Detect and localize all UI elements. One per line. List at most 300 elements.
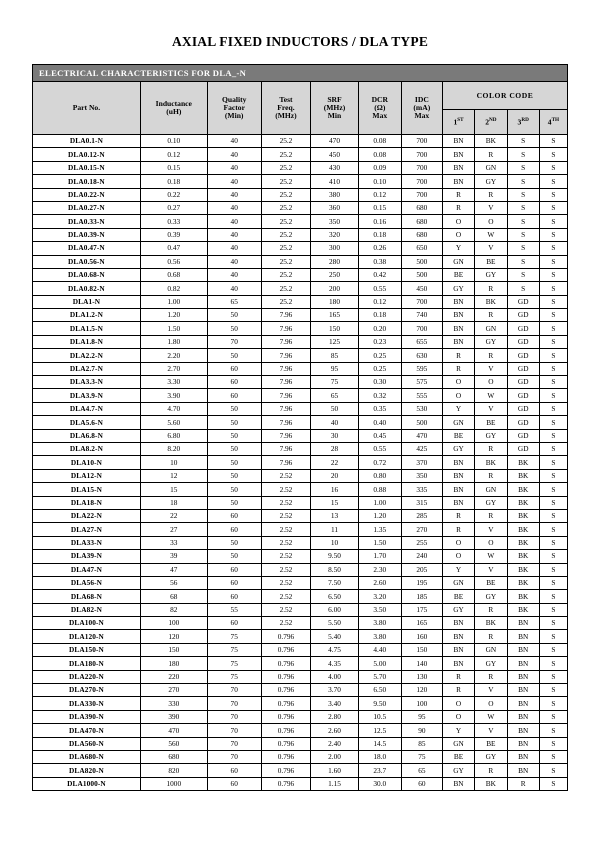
cell-cc-1st: O [442,376,474,389]
cell-idc: 700 [401,322,442,335]
col-header-srf: SRF (MHz) Min [311,82,358,135]
cell-dcr: 0.12 [358,188,401,201]
cell-cc-3rd: BK [507,509,539,522]
cell-test-freq: 7.96 [261,322,311,335]
cell-cc-1st: GY [442,442,474,455]
cell-cc-4th: S [539,710,567,723]
cell-quality-factor: 70 [207,724,261,737]
page-title: AXIAL FIXED INDUCTORS / DLA TYPE [171,34,429,49]
cell-test-freq: 0.796 [261,710,311,723]
cell-cc-2nd: GY [475,429,507,442]
cell-cc-1st: BN [442,309,474,322]
col-header-part-no: Part No. [33,82,141,135]
cell-cc-3rd: GD [507,322,539,335]
cell-cc-1st: R [442,670,474,683]
cell-cc-3rd: GD [507,389,539,402]
cell-test-freq: 25.2 [261,188,311,201]
cell-srf: 3.40 [311,697,358,710]
cell-inductance: 18 [140,496,207,509]
cell-part-no: DLA82-N [33,603,141,616]
cell-quality-factor: 50 [207,349,261,362]
cell-quality-factor: 75 [207,657,261,670]
cell-test-freq: 7.96 [261,362,311,375]
cell-test-freq: 25.2 [261,201,311,214]
cell-cc-1st: BN [442,469,474,482]
table-row [33,148,568,161]
cell-quality-factor: 50 [207,483,261,496]
col-header-dcr: DCR (Ω) Max [358,82,401,135]
cell-cc-3rd: S [507,201,539,214]
table-body [33,135,568,791]
cell-cc-3rd: S [507,242,539,255]
cell-idc: 60 [401,777,442,790]
cell-idc: 500 [401,416,442,429]
cell-srf: 8.50 [311,563,358,576]
cell-part-no: DLA47-N [33,563,141,576]
cell-cc-1st: R [442,523,474,536]
cell-quality-factor: 50 [207,550,261,563]
cell-cc-3rd: BN [507,724,539,737]
cell-cc-4th: S [539,376,567,389]
cell-inductance: 10 [140,456,207,469]
cell-cc-1st: BN [442,483,474,496]
cell-part-no: DLA0.15-N [33,161,141,174]
cell-quality-factor: 60 [207,523,261,536]
cell-cc-2nd: O [475,697,507,710]
cell-cc-1st: BN [442,496,474,509]
cell-cc-1st: R [442,201,474,214]
cell-dcr: 0.38 [358,255,401,268]
cell-test-freq: 7.96 [261,416,311,429]
cell-srf: 50 [311,402,358,415]
cell-idc: 140 [401,657,442,670]
cell-cc-4th: S [539,643,567,656]
cell-srf: 2.00 [311,750,358,763]
cell-cc-2nd: GY [475,590,507,603]
cell-idc: 700 [401,135,442,148]
electrical-characteristics-table [32,81,568,791]
cell-part-no: DLA2.2-N [33,349,141,362]
cell-test-freq: 2.52 [261,469,311,482]
cell-cc-3rd: R [507,777,539,790]
cell-cc-4th: S [539,536,567,549]
cell-quality-factor: 50 [207,322,261,335]
cell-cc-1st: BN [442,335,474,348]
cell-cc-4th: S [539,416,567,429]
cell-inductance: 1.50 [140,322,207,335]
cell-srf: 380 [311,188,358,201]
cell-dcr: 0.18 [358,228,401,241]
cell-dcr: 6.50 [358,684,401,697]
table-row [33,630,568,643]
cell-part-no: DLA390-N [33,710,141,723]
cell-cc-1st: GY [442,764,474,777]
cell-cc-2nd: R [475,442,507,455]
cell-dcr: 0.55 [358,282,401,295]
table-row [33,737,568,750]
cell-srf: 125 [311,335,358,348]
cell-test-freq: 2.52 [261,536,311,549]
cell-inductance: 680 [140,750,207,763]
cell-srf: 5.50 [311,617,358,630]
cell-cc-3rd: S [507,175,539,188]
cell-dcr: 1.20 [358,509,401,522]
cell-idc: 425 [401,442,442,455]
cell-cc-4th: S [539,242,567,255]
cell-cc-4th: S [539,335,567,348]
cell-srf: 430 [311,161,358,174]
cell-cc-2nd: GY [475,175,507,188]
cell-cc-4th: S [539,389,567,402]
cell-srf: 2.40 [311,737,358,750]
cell-idc: 160 [401,630,442,643]
cell-quality-factor: 50 [207,429,261,442]
cell-srf: 165 [311,309,358,322]
cell-quality-factor: 40 [207,268,261,281]
cell-test-freq: 7.96 [261,349,311,362]
cell-dcr: 1.35 [358,523,401,536]
table-row [33,228,568,241]
cell-quality-factor: 50 [207,402,261,415]
cell-inductance: 8.20 [140,442,207,455]
cell-quality-factor: 75 [207,670,261,683]
cell-part-no: DLA68-N [33,590,141,603]
cell-part-no: DLA27-N [33,523,141,536]
cell-inductance: 1.20 [140,309,207,322]
cell-idc: 95 [401,710,442,723]
table-row [33,509,568,522]
cell-quality-factor: 50 [207,309,261,322]
cell-quality-factor: 40 [207,135,261,148]
cell-cc-2nd: BE [475,737,507,750]
cell-cc-1st: R [442,509,474,522]
cell-part-no: DLA6.8-N [33,429,141,442]
col-header-test-freq: Test Freq. (MHz) [261,82,311,135]
cell-srf: 95 [311,362,358,375]
cell-srf: 3.70 [311,684,358,697]
table-row [33,322,568,335]
cell-test-freq: 0.796 [261,697,311,710]
cell-cc-1st: Y [442,724,474,737]
cell-cc-1st: BE [442,429,474,442]
cell-inductance: 1.00 [140,295,207,308]
cell-dcr: 0.30 [358,376,401,389]
table-row [33,550,568,563]
cell-cc-2nd: R [475,630,507,643]
col-header-cc-1st: 1ST [442,110,474,135]
cell-cc-4th: S [539,469,567,482]
cell-cc-1st: Y [442,563,474,576]
cell-idc: 90 [401,724,442,737]
cell-cc-1st: BE [442,268,474,281]
cell-test-freq: 0.796 [261,630,311,643]
cell-dcr: 14.5 [358,737,401,750]
cell-test-freq: 2.52 [261,523,311,536]
cell-cc-4th: S [539,456,567,469]
cell-quality-factor: 50 [207,416,261,429]
cell-cc-1st: GY [442,603,474,616]
cell-dcr: 12.5 [358,724,401,737]
cell-idc: 185 [401,590,442,603]
table-row [33,523,568,536]
col-header-inductance: Inductance (uH) [140,82,207,135]
cell-cc-3rd: GD [507,416,539,429]
cell-cc-3rd: BK [507,483,539,496]
cell-idc: 530 [401,402,442,415]
col-header-idc: IDC (mA) Max [401,82,442,135]
table-row [33,657,568,670]
cell-test-freq: 2.52 [261,483,311,496]
cell-srf: 300 [311,242,358,255]
cell-inductance: 0.18 [140,175,207,188]
cell-dcr: 18.0 [358,750,401,763]
cell-part-no: DLA39-N [33,550,141,563]
cell-inductance: 100 [140,617,207,630]
cell-inductance: 15 [140,483,207,496]
cell-cc-3rd: GD [507,442,539,455]
cell-test-freq: 25.2 [261,242,311,255]
section-banner: ELECTRICAL CHARACTERISTICS FOR DLA_-N [32,64,568,81]
cell-cc-2nd: BE [475,576,507,589]
cell-srf: 1.60 [311,764,358,777]
cell-test-freq: 7.96 [261,309,311,322]
cell-inductance: 5.60 [140,416,207,429]
cell-inductance: 150 [140,643,207,656]
cell-idc: 500 [401,255,442,268]
cell-cc-3rd: BN [507,630,539,643]
cell-cc-1st: BE [442,750,474,763]
cell-cc-1st: BN [442,456,474,469]
cell-dcr: 5.70 [358,670,401,683]
cell-idc: 595 [401,362,442,375]
cell-inductance: 470 [140,724,207,737]
cell-quality-factor: 60 [207,777,261,790]
cell-cc-1st: O [442,697,474,710]
cell-test-freq: 0.796 [261,657,311,670]
cell-test-freq: 0.796 [261,684,311,697]
cell-srf: 150 [311,322,358,335]
cell-cc-3rd: S [507,282,539,295]
cell-test-freq: 25.2 [261,295,311,308]
table-row [33,684,568,697]
cell-dcr: 23.7 [358,764,401,777]
cell-cc-4th: S [539,630,567,643]
cell-cc-4th: S [539,550,567,563]
cell-srf: 10 [311,536,358,549]
cell-dcr: 0.88 [358,483,401,496]
cell-cc-1st: GN [442,255,474,268]
cell-idc: 205 [401,563,442,576]
cell-cc-4th: S [539,777,567,790]
cell-srf: 4.75 [311,643,358,656]
cell-inductance: 12 [140,469,207,482]
cell-test-freq: 0.796 [261,643,311,656]
cell-cc-2nd: W [475,389,507,402]
cell-quality-factor: 70 [207,684,261,697]
cell-cc-3rd: BK [507,536,539,549]
cell-idc: 150 [401,643,442,656]
cell-inductance: 3.90 [140,389,207,402]
cell-cc-1st: BE [442,590,474,603]
cell-cc-2nd: R [475,509,507,522]
table-row [33,777,568,790]
cell-cc-2nd: W [475,710,507,723]
cell-quality-factor: 55 [207,603,261,616]
cell-srf: 200 [311,282,358,295]
cell-part-no: DLA0.12-N [33,148,141,161]
cell-idc: 575 [401,376,442,389]
cell-part-no: DLA180-N [33,657,141,670]
cell-test-freq: 7.96 [261,389,311,402]
cell-idc: 700 [401,188,442,201]
cell-cc-2nd: V [475,242,507,255]
cell-part-no: DLA5.6-N [33,416,141,429]
cell-cc-3rd: BN [507,750,539,763]
cell-inductance: 120 [140,630,207,643]
cell-quality-factor: 70 [207,697,261,710]
cell-part-no: DLA3.3-N [33,376,141,389]
cell-test-freq: 25.2 [261,215,311,228]
cell-part-no: DLA33-N [33,536,141,549]
cell-dcr: 0.80 [358,469,401,482]
cell-srf: 6.00 [311,603,358,616]
cell-cc-2nd: V [475,724,507,737]
cell-idc: 740 [401,309,442,322]
cell-cc-4th: S [539,563,567,576]
cell-cc-1st: Y [442,402,474,415]
cell-srf: 6.50 [311,590,358,603]
cell-part-no: DLA0.22-N [33,188,141,201]
cell-quality-factor: 60 [207,509,261,522]
cell-cc-1st: O [442,710,474,723]
col-header-cc-2nd: 2ND [475,110,507,135]
cell-cc-2nd: O [475,376,507,389]
table-row [33,242,568,255]
cell-quality-factor: 60 [207,764,261,777]
col-header-quality-factor: Quality Factor (Min) [207,82,261,135]
cell-cc-3rd: S [507,268,539,281]
cell-part-no: DLA8.2-N [33,442,141,455]
cell-test-freq: 2.52 [261,603,311,616]
cell-cc-2nd: O [475,536,507,549]
cell-cc-2nd: V [475,563,507,576]
cell-inductance: 82 [140,603,207,616]
cell-part-no: DLA2.7-N [33,362,141,375]
cell-cc-3rd: BK [507,523,539,536]
cell-inductance: 390 [140,710,207,723]
cell-inductance: 2.70 [140,362,207,375]
cell-test-freq: 0.796 [261,670,311,683]
cell-quality-factor: 50 [207,442,261,455]
cell-dcr: 1.70 [358,550,401,563]
cell-inductance: 47 [140,563,207,576]
cell-quality-factor: 70 [207,737,261,750]
cell-cc-4th: S [539,295,567,308]
table-row [33,429,568,442]
table-row [33,764,568,777]
cell-idc: 195 [401,576,442,589]
cell-cc-2nd: GN [475,161,507,174]
cell-test-freq: 25.2 [261,268,311,281]
cell-inductance: 0.56 [140,255,207,268]
cell-part-no: DLA0.47-N [33,242,141,255]
cell-idc: 680 [401,215,442,228]
cell-inductance: 3.30 [140,376,207,389]
cell-test-freq: 2.52 [261,550,311,563]
cell-quality-factor: 50 [207,456,261,469]
cell-idc: 120 [401,684,442,697]
cell-quality-factor: 40 [207,228,261,241]
table-row [33,362,568,375]
cell-srf: 5.40 [311,630,358,643]
cell-srf: 2.60 [311,724,358,737]
table-row [33,483,568,496]
cell-cc-3rd: S [507,135,539,148]
cell-dcr: 1.00 [358,496,401,509]
cell-idc: 470 [401,429,442,442]
cell-idc: 680 [401,228,442,241]
cell-cc-3rd: S [507,255,539,268]
cell-cc-2nd: BK [475,617,507,630]
cell-cc-1st: Y [442,242,474,255]
cell-cc-1st: BN [442,135,474,148]
cell-cc-3rd: BK [507,590,539,603]
cell-idc: 450 [401,282,442,295]
cell-inductance: 0.12 [140,148,207,161]
cell-test-freq: 2.52 [261,576,311,589]
cell-inductance: 1.80 [140,335,207,348]
cell-srf: 450 [311,148,358,161]
cell-cc-3rd: GD [507,309,539,322]
cell-quality-factor: 70 [207,335,261,348]
cell-cc-1st: O [442,550,474,563]
cell-cc-4th: S [539,483,567,496]
cell-cc-3rd: BN [507,657,539,670]
cell-quality-factor: 40 [207,255,261,268]
cell-part-no: DLA0.1-N [33,135,141,148]
cell-dcr: 0.18 [358,309,401,322]
cell-idc: 270 [401,523,442,536]
cell-dcr: 0.16 [358,215,401,228]
cell-quality-factor: 60 [207,389,261,402]
cell-cc-2nd: R [475,309,507,322]
cell-idc: 700 [401,295,442,308]
cell-cc-1st: R [442,684,474,697]
cell-srf: 85 [311,349,358,362]
cell-part-no: DLA56-N [33,576,141,589]
cell-part-no: DLA10-N [33,456,141,469]
cell-test-freq: 2.52 [261,509,311,522]
cell-srf: 65 [311,389,358,402]
cell-part-no: DLA1.5-N [33,322,141,335]
cell-dcr: 4.40 [358,643,401,656]
cell-test-freq: 7.96 [261,442,311,455]
cell-cc-1st: BN [442,295,474,308]
table-row [33,670,568,683]
cell-inductance: 2.20 [140,349,207,362]
cell-part-no: DLA680-N [33,750,141,763]
cell-dcr: 2.60 [358,576,401,589]
cell-cc-4th: S [539,362,567,375]
cell-part-no: DLA1000-N [33,777,141,790]
cell-dcr: 0.32 [358,389,401,402]
cell-test-freq: 2.52 [261,496,311,509]
table-row [33,349,568,362]
cell-cc-2nd: W [475,228,507,241]
cell-quality-factor: 40 [207,215,261,228]
cell-idc: 650 [401,242,442,255]
cell-cc-1st: BN [442,617,474,630]
